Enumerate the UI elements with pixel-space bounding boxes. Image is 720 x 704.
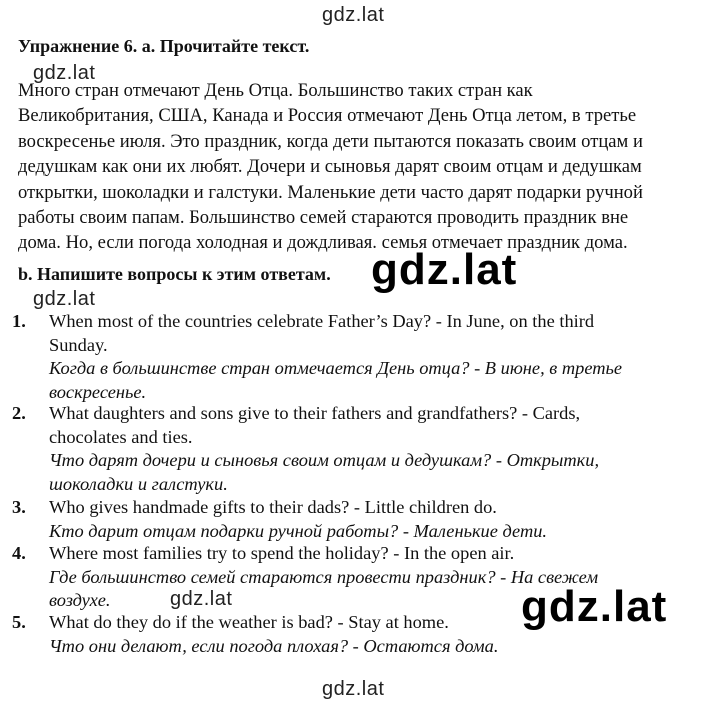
exercise-title: Упражнение 6. a. Прочитайте текст. — [18, 36, 310, 56]
question-ru: Когда в большинстве стран отмечается День отца? - В июне, в третье — [49, 358, 623, 378]
text-line: дедушкам как они их любят. Дочери и сыновья дарят своим отцам и дедушкам — [18, 156, 642, 178]
question-ru: Что дарят дочери и сыновья своим отцам и дедушкам? - Открытки, — [49, 450, 600, 470]
part-b-title: b. Напишите вопросы к этим ответам. — [18, 264, 331, 284]
question-number: 3. — [12, 497, 26, 517]
watermark: gdz.lat — [322, 4, 385, 26]
question-en: Where most families try to spend the holiday? - In the open air. — [49, 543, 515, 563]
question-number: 2. — [12, 403, 26, 423]
question-item — [12, 310, 716, 404]
question-item — [12, 496, 716, 543]
question-ru: воскресенье. — [49, 381, 147, 402]
watermark: gdz.lat — [33, 288, 96, 310]
question-item — [12, 611, 716, 658]
watermark: gdz.lat — [170, 588, 233, 610]
watermark: gdz.lat — [371, 245, 518, 294]
question-ru: Кто дарит отцам подарки ручной работы? - Маленькие дети. — [49, 520, 548, 541]
question-en: What daughters and sons give to their fathers and grandfathers? - Cards, — [49, 403, 581, 423]
text-line: работы своим папам. Большинство семей стараются проводить праздник вне — [18, 207, 629, 229]
text-line: открытки, шоколадки и галстуки. Маленькие дети часто дарят подарки ручной — [18, 181, 643, 203]
question-number: 5. — [12, 612, 26, 632]
watermark: gdz.lat — [33, 62, 96, 84]
question-item — [12, 402, 716, 496]
text-line: дома. Но, если погода холодная и дождливая. семья отмечает праздник дома. — [18, 232, 628, 254]
question-en: Who gives handmade gifts to their dads? - Little children do. — [49, 497, 497, 517]
question-en: When most of the countries celebrate Father’s Day? - In June, on the third — [49, 311, 595, 331]
question-ru: Что они делают, если погода плохая? - Остаются дома. — [49, 635, 499, 656]
text-line: Великобритания, США, Канада и Россия отмечают День Отца летом, в третье — [18, 105, 637, 127]
reading-text — [18, 78, 718, 256]
question-ru: шоколадки и галстуки. — [49, 473, 228, 494]
text-line: воскресенье июля. Это праздник, когда дети пытаются показать своим отцам и — [18, 130, 643, 152]
question-en: Sunday. — [49, 334, 108, 355]
watermark: gdz.lat — [521, 582, 668, 631]
question-en: chocolates and ties. — [49, 426, 193, 447]
text-line: Много стран отмечают День Отца. Большинство таких стран как — [18, 80, 533, 101]
question-ru: Где большинство семей стараются провести праздник? - На свежем — [49, 566, 599, 587]
question-item — [12, 542, 716, 613]
question-number: 1. — [12, 311, 26, 331]
question-ru: воздухе. — [49, 590, 111, 610]
watermark: gdz.lat — [322, 678, 385, 700]
question-en: What do they do if the weather is bad? - Stay at home. — [49, 612, 449, 632]
question-number: 4. — [12, 543, 26, 563]
